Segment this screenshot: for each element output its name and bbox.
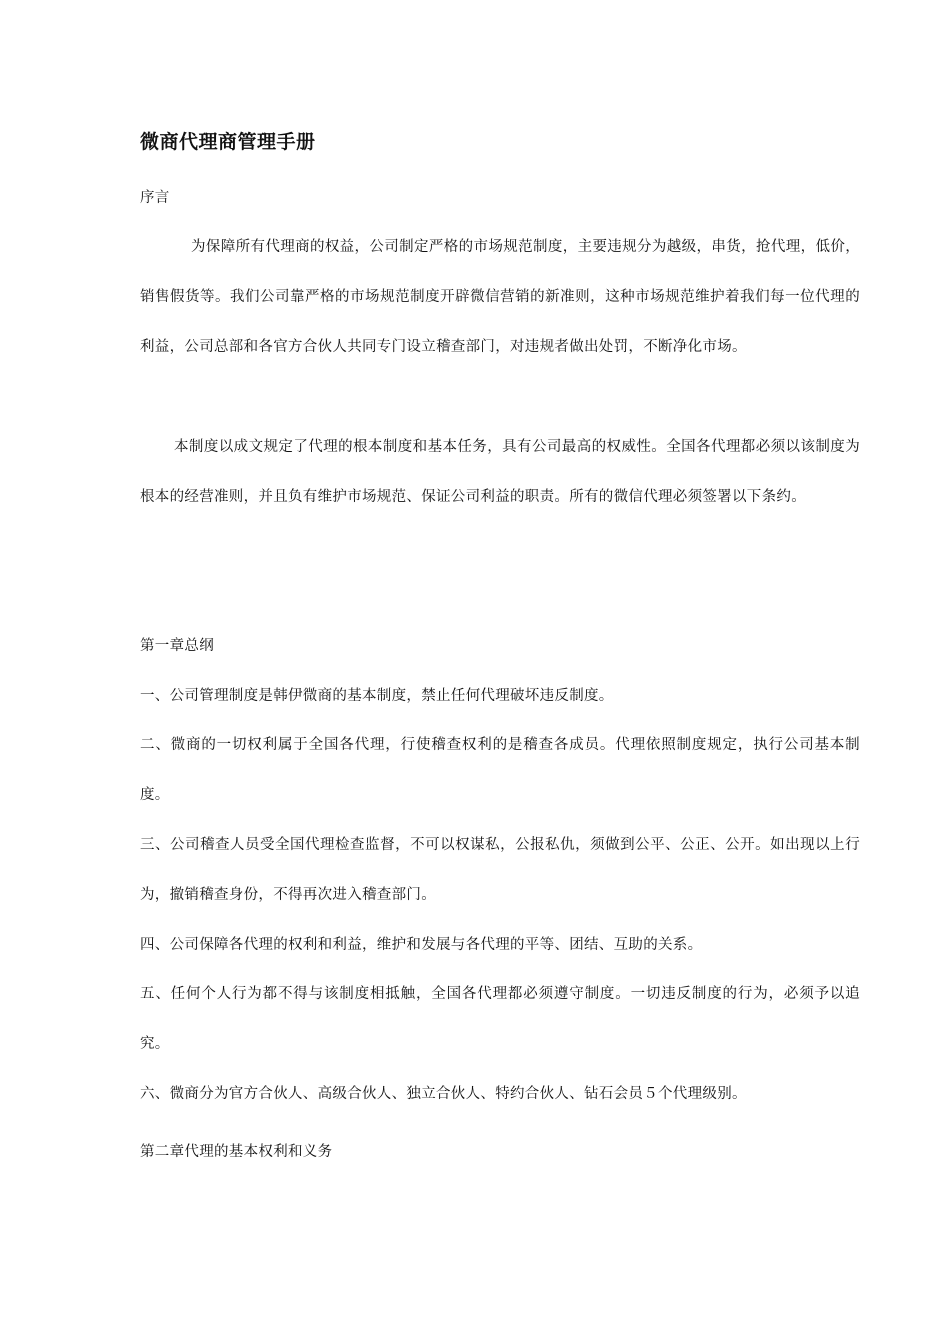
document-title: 微商代理商管理手册 [140,131,316,153]
article-item: 一、公司管理制度是韩伊微商的基本制度，禁止任何代理破坏违反制度。 [140,688,614,704]
chapter-1-heading: 第一章总纲 [140,638,214,654]
article-item: 五、任何个人行为都不得与该制度相抵触，全国各代理都必须遵守制度。一切违反制度的行为，必须予以追究。 [140,986,860,1052]
preface-heading: 序言 [140,190,170,206]
article-item: 三、公司稽查人员受全国代理检查监督，不可以权谋私，公报私仇，须做到公平、公正、公开。如出现以上行为，撤销稽查身份，不得再次进入稽查部门。 [140,837,860,903]
chapter-2-heading: 第二章代理的基本权利和义务 [140,1144,333,1160]
preface-paragraph-2-text: 本制度以成文规定了代理的根本制度和基本任务，具有公司最高的权威性。全国各代理都必须以该制度为根本的经营准则，并且负有维护市场规范、保证公司利益的职责。所有的微信代理必须签署以下条约。 [140,439,860,505]
article-item: 四、公司保障各代理的权利和利益，维护和发展与各代理的平等、团结、互助的关系。 [140,937,703,953]
article-item-2 [140,720,860,820]
article-item: 六、微商分为官方合伙人、高级合伙人、独立合伙人、特约合伙人、钻石会员５个代理级别。 [140,1086,747,1102]
preface-paragraph-2 [140,422,860,522]
article-item-5 [140,969,860,1069]
preface-paragraph-1-text: 为保障所有代理商的权益，公司制定严格的市场规范制度，主要违规分为越级，串货，抢代理，低价，销售假货等。我们公司靠严格的市场规范制度开辟微信营销的新准则，这种市场规范维护着我们每一位代理的利益，公司总部和各官方合伙人共同专门设立稽查部门，对违规者做出处罚，不断净化市场。 [140,239,860,355]
article-item-3 [140,820,860,920]
preface-paragraph-1 [140,222,860,372]
article-item: 二、微商的一切权利属于全国各代理，行使稽查权利的是稽查各成员。代理依照制度规定，执行公司基本制度。 [140,737,860,803]
